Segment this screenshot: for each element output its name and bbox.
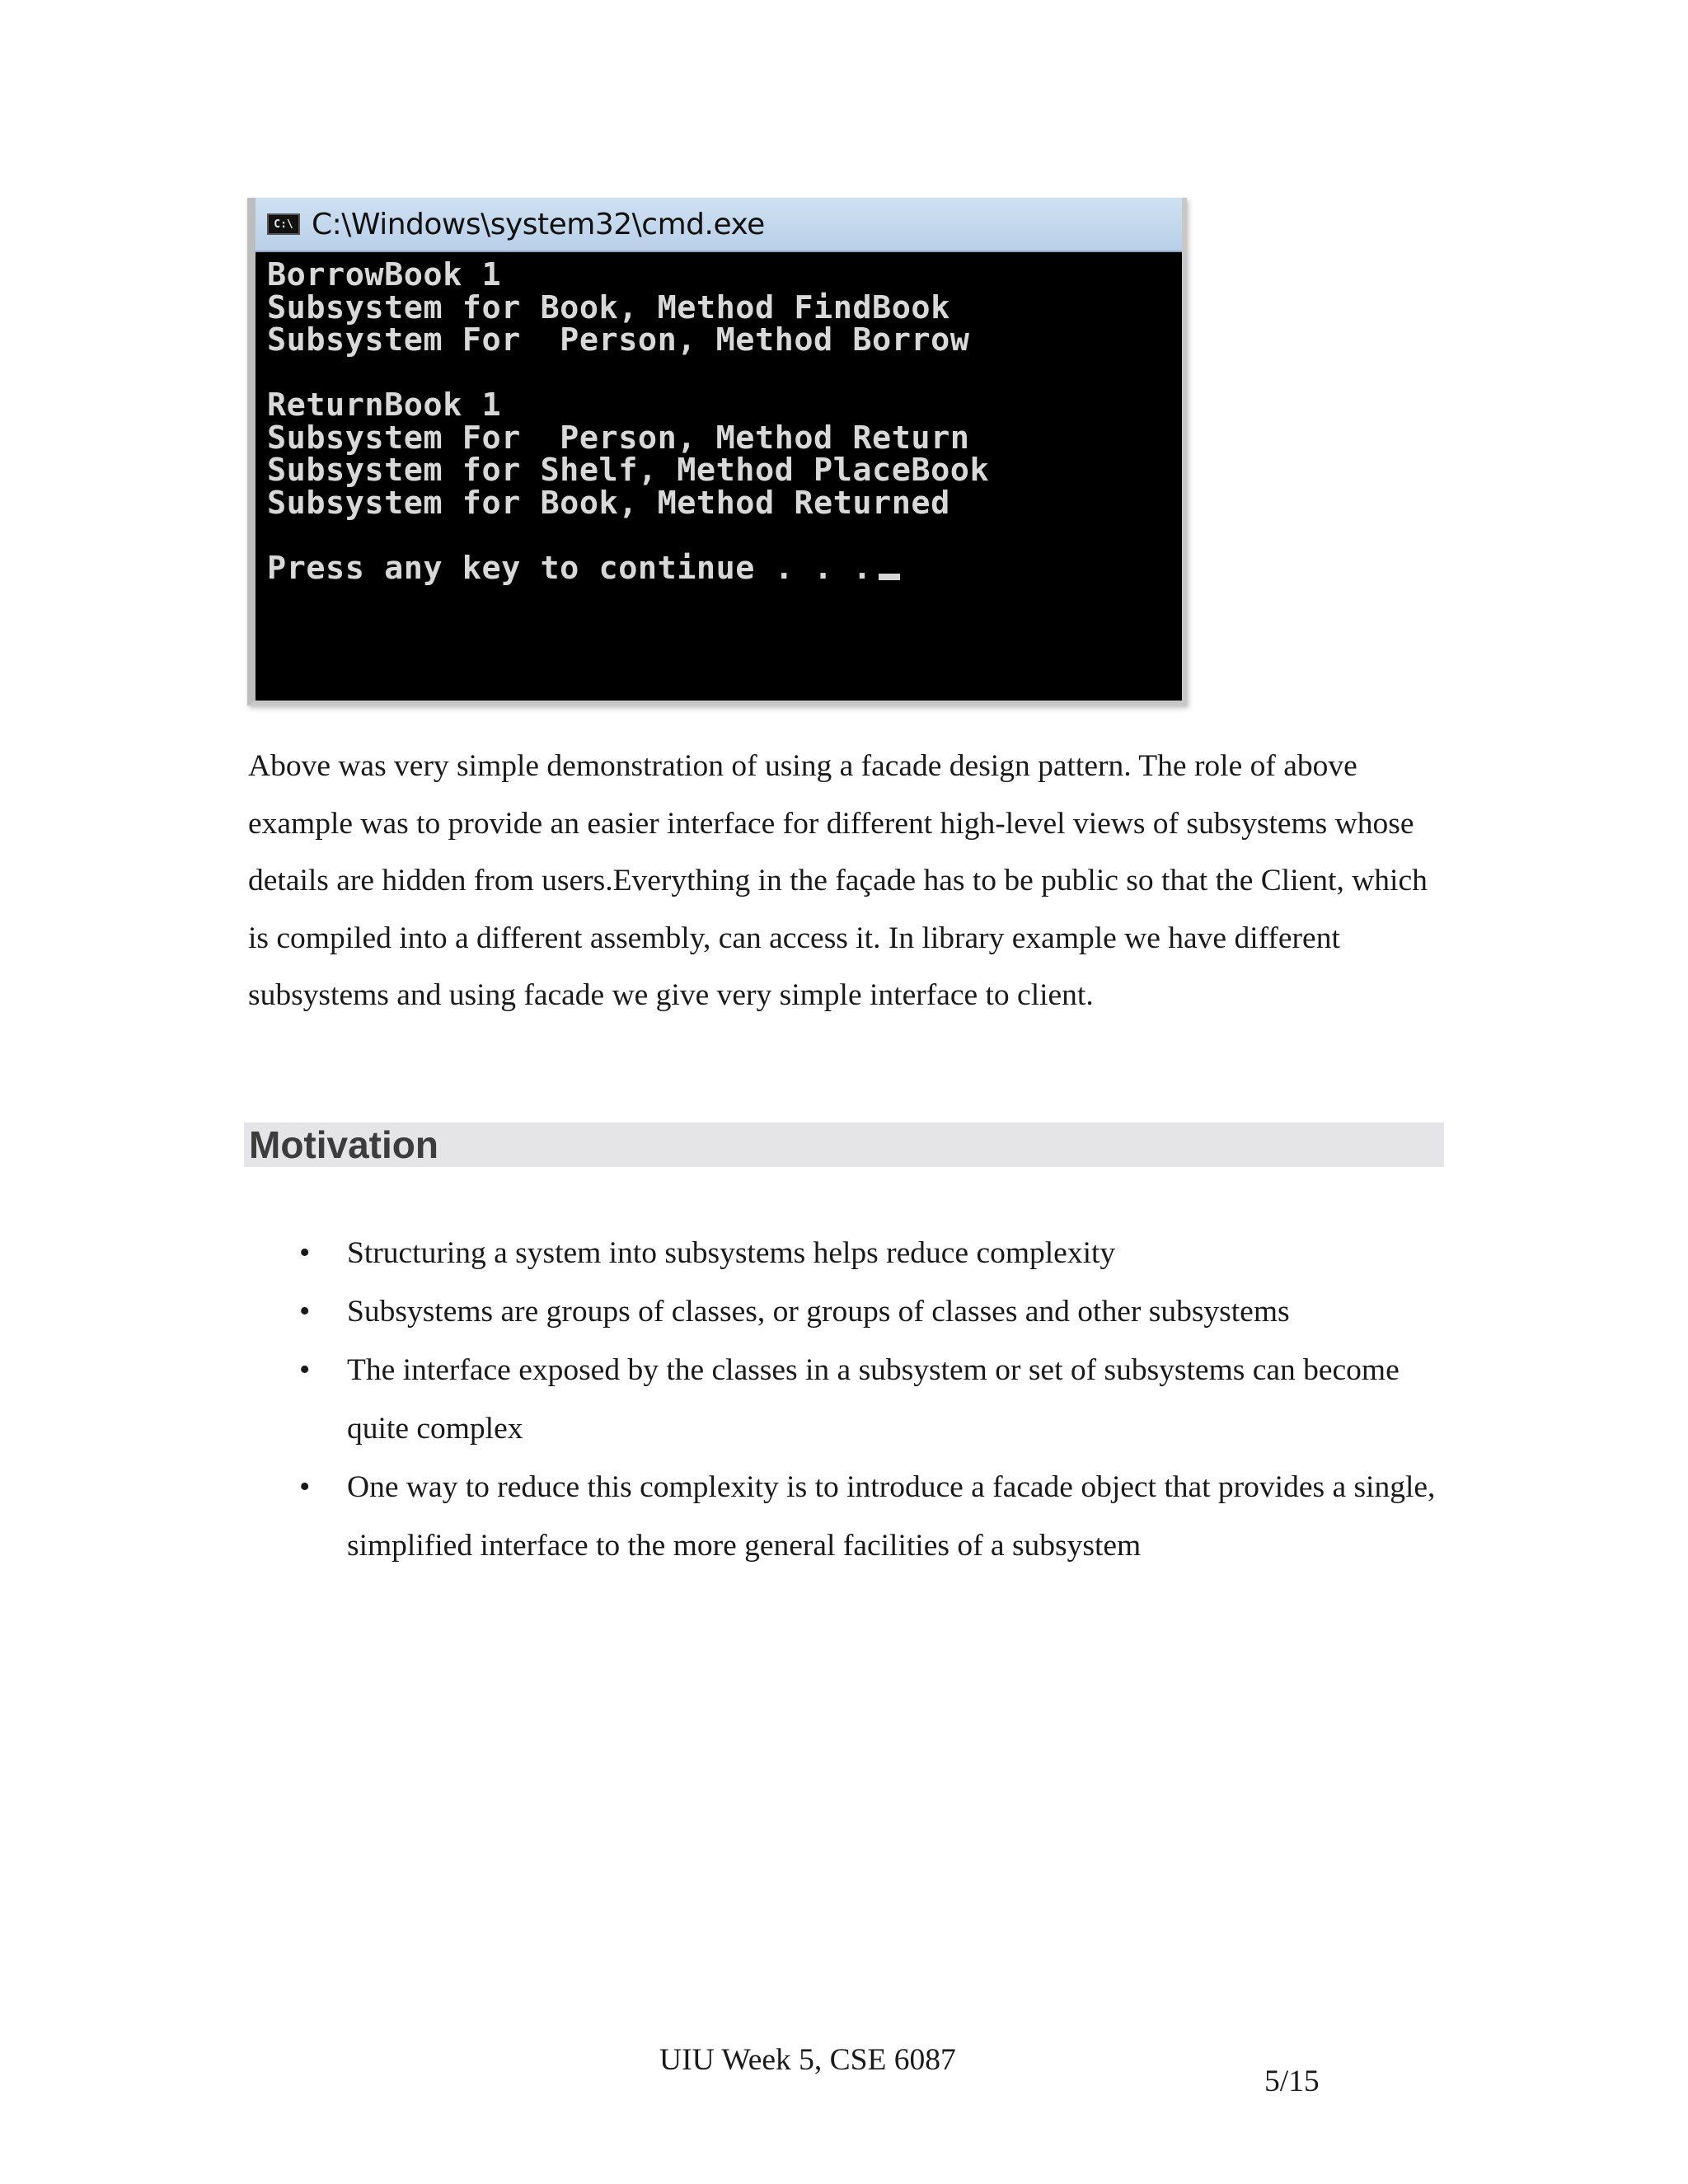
console-prompt-text: Press any key to continue . . . [267,549,873,587]
list-item [293,1341,1463,1458]
console-line: Subsystem for Shelf, Method PlaceBook [267,452,990,489]
bullet-icon: • [299,1294,311,1329]
console-prompt-line [267,549,1182,587]
list-item [293,1224,1463,1282]
list-item-text: Structuring a system into subsystems helps reduce complexity [347,1236,1116,1270]
console-title: C:\Windows\system32\cmd.exe [312,207,765,241]
console-line: ReturnBook 1 [267,387,502,424]
list-item [293,1458,1463,1575]
bullet-icon: • [299,1352,311,1387]
motivation-bullet-list [293,1224,1463,1575]
bullet-icon: • [299,1469,311,1504]
list-item [293,1282,1463,1341]
intro-paragraph: Above was very simple demonstration of using a facade design pattern. The role of above example was to provide an easier interface for different high-level views of subsystems whose details are hidden from users.Everything in the façade has to be public so that the Client, which is compiled into a different assembly, can access it. In library example we have different subsystems and using facade we give very simple interface to client. [248,749,1428,1012]
console-line: Subsystem For Person, Method Return [267,419,970,457]
footer-course-label: UIU Week 5, CSE 6087 [659,2043,956,2077]
footer-page-number: 5/15 [1264,2064,1320,2098]
bullet-icon: • [299,1235,311,1270]
cmd-icon: C:\ [267,213,300,235]
list-item-text: The interface exposed by the classes in a subsystem or set of subsystems can become quite complex [347,1353,1400,1446]
console-line: Subsystem for Book, Method Returned [267,484,950,522]
console-line: Subsystem for Book, Method FindBook [267,288,950,326]
list-item-text: Subsystems are groups of classes, or groups of classes and other subsystems [347,1295,1290,1329]
console-line [267,519,1182,552]
console-line [267,357,1182,390]
console-line: Subsystem For Person, Method Borrow [267,321,970,359]
console-line: BorrowBook 1 [267,256,502,293]
console-output [256,252,1182,587]
console-window-screenshot [247,198,1187,705]
console-titlebar [256,198,1182,252]
cursor-icon [879,574,900,580]
section-heading-motivation: Motivation [244,1122,1444,1167]
list-item-text: One way to reduce this complexity is to introduce a facade object that provides a single, simplified interface to the more general facilities of a subsystem [347,1470,1436,1563]
